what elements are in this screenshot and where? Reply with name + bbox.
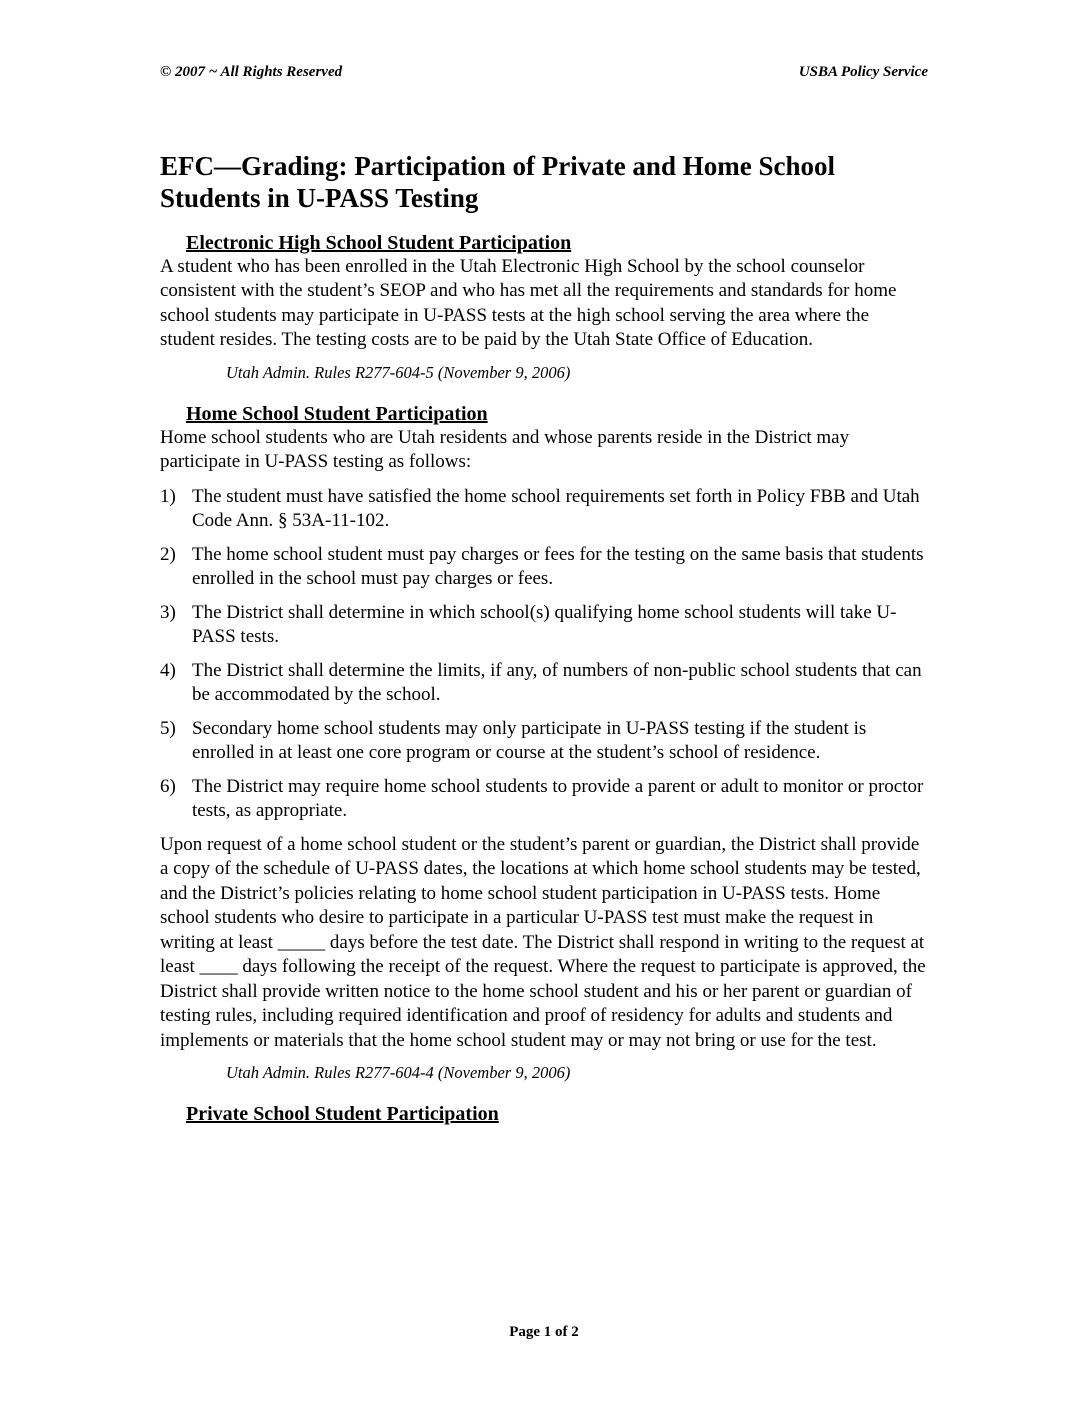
page-footer bbox=[0, 1324, 1088, 1341]
list-item-number: 4) bbox=[160, 659, 176, 681]
document-body bbox=[160, 150, 928, 1126]
list-item-number: 3) bbox=[160, 601, 176, 623]
list-item-number: 2) bbox=[160, 543, 176, 565]
list-item-text: The student must have satisfied the home school requirements set forth in Policy FBB and Utah Code Ann. § 53A-11-102. bbox=[192, 485, 920, 532]
home-intro-paragraph: Home school students who are Utah residents and whose parents reside in the District may participate in U-PASS testing as follows: bbox=[160, 426, 850, 473]
service-name: USBA Policy Service bbox=[798, 64, 928, 80]
requirements-list bbox=[160, 485, 928, 824]
list-item bbox=[160, 717, 928, 766]
section-heading-home: Home School Student Participation bbox=[186, 402, 488, 425]
list-item bbox=[160, 601, 928, 650]
list-item-number: 5) bbox=[160, 717, 176, 739]
list-item-text: The District may require home school students to provide a parent or adult to monitor or proctor tests, as appropriate. bbox=[192, 775, 924, 822]
section-heading-private: Private School Student Participation bbox=[186, 1103, 499, 1126]
home-citation: Utah Admin. Rules R277-604-4 (November 9, 2006) bbox=[226, 1063, 571, 1083]
list-item-text: The District shall determine in which school(s) qualifying home school students will take U-PASS tests. bbox=[192, 601, 897, 648]
list-item bbox=[160, 543, 928, 592]
list-item-number: 6) bbox=[160, 775, 176, 797]
copyright-notice: © 2007 ~ All Rights Reserved bbox=[160, 64, 343, 80]
list-item-text: The District shall determine the limits, if any, of numbers of non-public school students that can be accommodated by the school. bbox=[192, 659, 922, 706]
electronic-citation: Utah Admin. Rules R277-604-5 (November 9, 2006) bbox=[226, 362, 571, 382]
list-item bbox=[160, 659, 928, 708]
section-heading-electronic: Electronic High School Student Participation bbox=[186, 231, 572, 254]
list-item-text: The home school student must pay charges or fees for the testing on the same basis that students enrolled in the school must pay charges or fees. bbox=[192, 543, 924, 590]
document-title: EFC—Grading: Participation of Private and Home School Students in U-PASS Testing bbox=[160, 151, 835, 214]
electronic-paragraph: A student who has been enrolled in the Utah Electronic High School by the school counselor consistent with the student’s SEOP and who has met all the requirements and standards for home school students may participate in U-PASS tests at the high school serving the area where the student resides. The testing costs are to be paid by the Utah State Office of Education. bbox=[160, 255, 897, 351]
page-number: Page 1 of 2 bbox=[509, 1324, 579, 1340]
page-header bbox=[160, 64, 928, 81]
list-item bbox=[160, 485, 928, 534]
home-request-paragraph: Upon request of a home school student or the student’s parent or guardian, the District shall provide a copy of the schedule of U-PASS dates, the locations at which home school students may be tested, and the District’s policies relating to home school student participation in U-PASS tests. Home school students who desire to participate in a particular U-PASS test must make the request in writing at least _____ days before the test date. The District shall respond in writing to the request at least ____ days following the receipt of the request. Where the request to participate is approved, the District shall provide written notice to the home school student and his or her parent or guardian of testing rules, including required identification and proof of residency for adults and students and implements or materials that the home school student may or may not bring or use for the test. bbox=[160, 833, 926, 1051]
list-item-number: 1) bbox=[160, 485, 176, 507]
list-item-text: Secondary home school students may only participate in U-PASS testing if the student is enrolled in at least one core program or course at the student’s school of residence. bbox=[192, 717, 867, 764]
list-item bbox=[160, 775, 928, 824]
